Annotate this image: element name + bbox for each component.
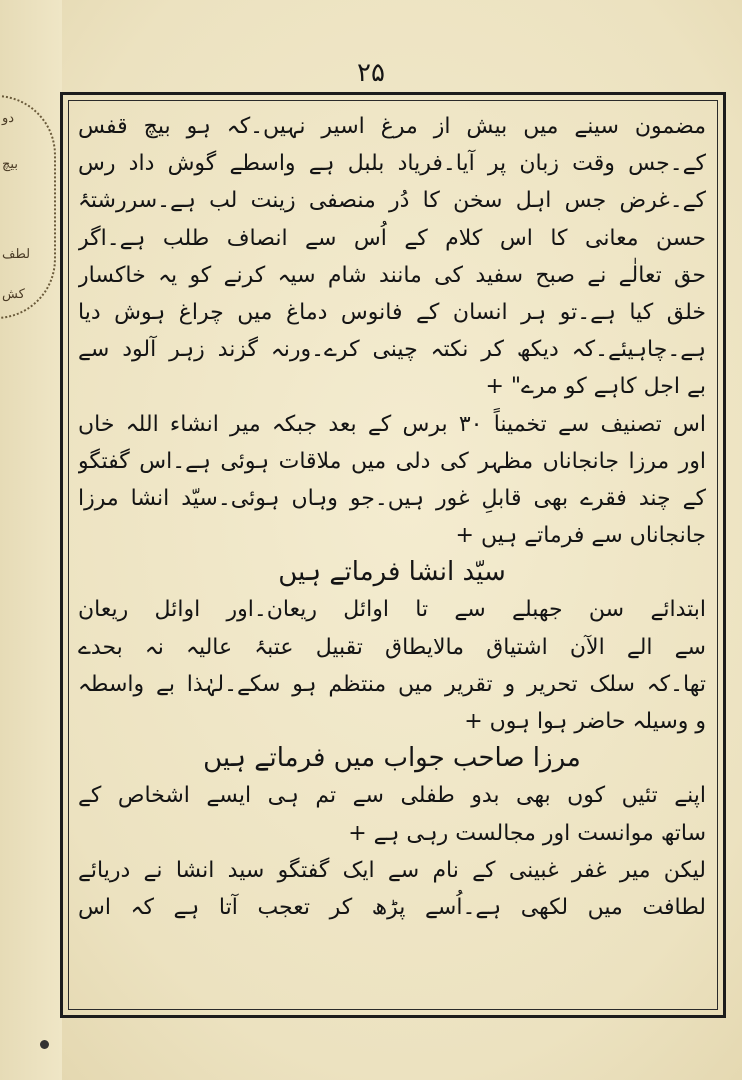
section-heading: سیّد انشا فرماتے ہیں xyxy=(278,557,506,588)
stamp-text: بیچ xyxy=(2,157,18,172)
text-line: تھا۔کہ سلک تحریر و تقریر میں منتظم ہو سکے۔لہٰذا بے واسطہ xyxy=(78,671,706,697)
text-line: حسن معانی کا اس کلام کے اُس سے انصاف طلب ہے۔اگر xyxy=(78,225,706,251)
ink-dot xyxy=(40,1040,49,1049)
text-line: ہے۔چاہیئے۔کہ دیکھ کر نکتہ چینی کرے۔ورنہ گزند زہر آلود سے xyxy=(78,337,706,363)
stamp-text: کش xyxy=(2,287,25,302)
text-line: بے اجل کاہے کو مرے" + xyxy=(485,374,706,400)
text-line: کے۔غرض جس اہل سخن کا دُر منصفی زینت لب ہے۔سررشتۂ xyxy=(78,188,706,214)
page-number: ۲۵ xyxy=(357,58,385,88)
text-line: و وسیلہ حاضر ہوا ہوں + xyxy=(464,709,706,734)
text-line: اپنے تئیں کوں بھی بدو طفلی سے تم ہی ایسے اشخاص کے xyxy=(78,783,706,809)
stamp-text: دو xyxy=(2,111,15,126)
margin-stamp xyxy=(0,95,56,319)
urdu-text-block xyxy=(78,108,706,1003)
text-line: کے چند فقرے بھی قابلِ غور ہیں۔جو وہاں ہوئی۔سیّد انشا مرزا xyxy=(78,485,706,511)
text-line: حق تعالٰے نے صبح سفید کی مانند شام سیہ کرنے کو یہ خاکسار xyxy=(78,262,706,288)
text-line: اس تصنیف سے تخمیناً ۳۰ برس کے بعد جبکہ میر انشاء اللہ خاں xyxy=(78,411,706,437)
text-line: لطافت میں لکھی ہے۔اُسے پڑھ کر تعجب آتا ہے کہ اس xyxy=(78,894,706,920)
section-heading: مرزا صاحب جواب میں فرماتے ہیں xyxy=(203,743,581,774)
text-line: جانجاناں سے فرماتے ہیں + xyxy=(455,523,706,549)
text-line: سے الے الآن اشتیاق مالایطاق تقبیل عتبۂ عالیہ نہ بحدے xyxy=(78,634,706,660)
text-line: خلق کیا ہے۔تو ہر انسان کے فانوس دماغ میں چراغ ہوش دیا xyxy=(78,299,706,325)
text-line: مضمون سینے میں بیش از مرغ اسیر نہیں۔کہ ہو بیچ قفس xyxy=(78,114,706,139)
stamp-text: لطف xyxy=(2,247,31,262)
text-line: اور مرزا جانجاناں مظہر کی دلی میں ملاقات ہوئی ہے۔اس گفتگو xyxy=(78,448,706,474)
text-line: ابتدائے سن جھبلے سے تا اوائل ریعان۔اور اوائل ریعان xyxy=(78,597,706,623)
text-line: ساتھ موانست اور مجالست رہی ہے + xyxy=(348,820,706,846)
text-line: کے۔جس وقت زبان پر آیا۔فریاد بلبل ہے واسطے گوش داد رس xyxy=(78,151,706,177)
text-line: لیکن میر غفر غبینی کے نام سے ایک گفتگو سید انشا نے دریائے xyxy=(78,857,706,883)
